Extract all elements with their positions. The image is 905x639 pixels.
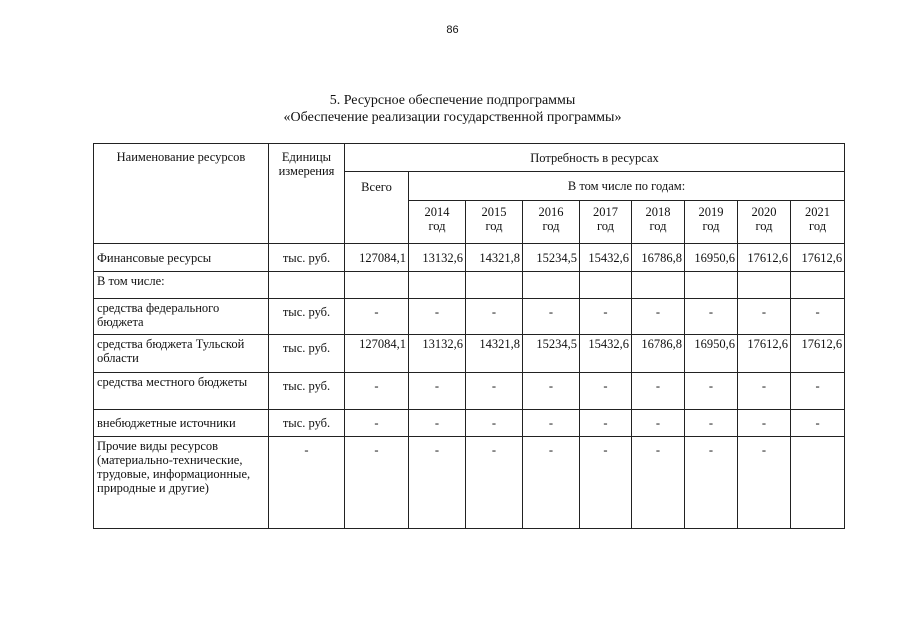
row-year-value: 17612,6: [738, 335, 791, 373]
row-unit: [269, 272, 345, 299]
row-year-value: -: [409, 437, 466, 529]
header-need: Потребность в ресурсах: [345, 144, 845, 172]
year-2019: 2019 год: [685, 201, 738, 244]
section-title-line1: 5. Ресурсное обеспечение подпрограммы: [329, 93, 576, 108]
row-total-value: 127084,1: [345, 244, 409, 272]
row-total-value: [345, 272, 409, 299]
row-unit: тыс. руб.: [269, 410, 345, 437]
row-year-value: -: [580, 373, 632, 410]
section-title-line2: «Обеспечение реализации государственной программы»: [283, 110, 622, 125]
row-year-value: -: [523, 437, 580, 529]
row-total-value: -: [345, 299, 409, 335]
row-name: внебюджетные источники: [94, 410, 269, 437]
row-year-value: -: [409, 299, 466, 335]
row-year-value: -: [632, 373, 685, 410]
row-year-value: -: [738, 299, 791, 335]
year-2018: 2018 год: [632, 201, 685, 244]
row-year-value: -: [632, 299, 685, 335]
row-year-value: -: [466, 299, 523, 335]
row-year-value: 17612,6: [791, 335, 845, 373]
year-2021: 2021 год: [791, 201, 845, 244]
table-row: [94, 299, 845, 335]
row-unit: -: [269, 437, 345, 529]
row-year-value: 14321,8: [466, 335, 523, 373]
header-unit: Единицы измерения: [269, 144, 345, 244]
row-name: средства федерального бюджета: [94, 299, 269, 335]
table-row: [94, 272, 845, 299]
table-row: [94, 410, 845, 437]
table-row: [94, 244, 845, 272]
row-name: средства бюджета Тульской области: [94, 335, 269, 373]
row-year-value: -: [685, 437, 738, 529]
row-year-value: -: [791, 410, 845, 437]
header-by-years: В том числе по годам:: [409, 172, 845, 201]
row-year-value: [685, 272, 738, 299]
row-year-value: [409, 272, 466, 299]
row-year-value: [523, 272, 580, 299]
row-year-value: -: [466, 410, 523, 437]
row-year-value: 16786,8: [632, 244, 685, 272]
page-number: 86: [446, 24, 459, 36]
row-year-value: 16950,6: [685, 244, 738, 272]
row-year-value: -: [685, 373, 738, 410]
header-total: Всего: [345, 172, 409, 244]
table-row: [94, 437, 845, 529]
row-year-value: -: [632, 410, 685, 437]
table-row: [94, 373, 845, 410]
row-year-value: -: [466, 437, 523, 529]
row-name: Финансовые ресурсы: [94, 244, 269, 272]
year-2017: 2017 год: [580, 201, 632, 244]
row-year-value: -: [523, 373, 580, 410]
row-year-value: 13132,6: [409, 335, 466, 373]
row-year-value: 15432,6: [580, 244, 632, 272]
year-2016: 2016 год: [523, 201, 580, 244]
row-year-value: 14321,8: [466, 244, 523, 272]
row-year-value: [791, 272, 845, 299]
row-unit: тыс. руб.: [269, 244, 345, 272]
row-year-value: [466, 272, 523, 299]
row-total-value: -: [345, 410, 409, 437]
row-year-value: -: [685, 299, 738, 335]
header-name: Наименование ресурсов: [94, 144, 269, 244]
row-name: Прочие виды ресурсов (материально-технические, трудовые, информационные, природные и другие): [94, 437, 269, 529]
row-total-value: -: [345, 437, 409, 529]
row-year-value: -: [738, 410, 791, 437]
row-year-value: 16950,6: [685, 335, 738, 373]
row-year-value: [580, 272, 632, 299]
row-year-value: -: [738, 373, 791, 410]
section-title: [0, 92, 905, 126]
row-year-value: -: [791, 299, 845, 335]
row-name: средства местного бюджеты: [94, 373, 269, 410]
row-year-value: 16786,8: [632, 335, 685, 373]
row-year-value: -: [791, 373, 845, 410]
row-year-value: -: [523, 410, 580, 437]
row-year-value: -: [580, 299, 632, 335]
row-year-value: -: [632, 437, 685, 529]
row-year-value: 15234,5: [523, 244, 580, 272]
resources-table: [93, 143, 845, 529]
row-year-value: -: [466, 373, 523, 410]
row-year-value: [738, 272, 791, 299]
row-unit: тыс. руб.: [269, 335, 345, 373]
row-year-value: -: [738, 437, 791, 529]
row-year-value: -: [685, 410, 738, 437]
row-year-value: -: [409, 373, 466, 410]
row-year-value: -: [523, 299, 580, 335]
year-2015: 2015 год: [466, 201, 523, 244]
row-unit: тыс. руб.: [269, 373, 345, 410]
row-year-value: 15432,6: [580, 335, 632, 373]
year-2014: 2014 год: [409, 201, 466, 244]
row-year-value: -: [409, 410, 466, 437]
row-year-value: 17612,6: [791, 244, 845, 272]
row-total-value: -: [345, 373, 409, 410]
row-year-value: 15234,5: [523, 335, 580, 373]
year-2020: 2020 год: [738, 201, 791, 244]
row-year-value: [791, 437, 845, 529]
row-year-value: 13132,6: [409, 244, 466, 272]
row-year-value: 17612,6: [738, 244, 791, 272]
row-year-value: [632, 272, 685, 299]
table-row: [94, 335, 845, 373]
row-year-value: -: [580, 410, 632, 437]
row-year-value: -: [580, 437, 632, 529]
row-name: В том числе:: [94, 272, 269, 299]
row-unit: тыс. руб.: [269, 299, 345, 335]
row-total-value: 127084,1: [345, 335, 409, 373]
